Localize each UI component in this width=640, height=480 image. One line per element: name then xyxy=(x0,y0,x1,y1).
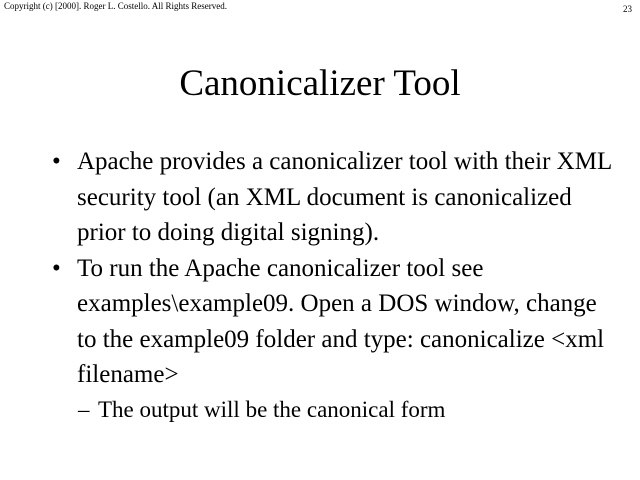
slide-title: Canonicalizer Tool xyxy=(179,63,461,104)
bullet-text: To run the Apache canonicalizer tool see examples\example09. Open a DOS window, change to the example09 folder and type: canonicalize <xml filename> xyxy=(77,254,605,388)
dash-icon: – xyxy=(78,396,90,422)
sub-bullet-text: The output will be the canonical form xyxy=(98,396,446,422)
page-number: 23 xyxy=(623,4,632,14)
copyright-notice: Copyright (c) [2000]. Roger L. Costello. All Rights Reserved. xyxy=(4,1,227,11)
bullet-item-apache-tool xyxy=(52,144,622,251)
bullet-list xyxy=(52,144,622,427)
bullet-item-run-tool xyxy=(52,251,622,393)
bullet-text: Apache provides a canonicalizer tool with their XML security tool (an XML document is canonicalized prior to doing digital signing). xyxy=(77,148,612,246)
bullet-dot-icon: • xyxy=(52,148,61,175)
bullet-dot-icon: • xyxy=(52,254,61,282)
sub-bullet-output xyxy=(78,393,622,427)
